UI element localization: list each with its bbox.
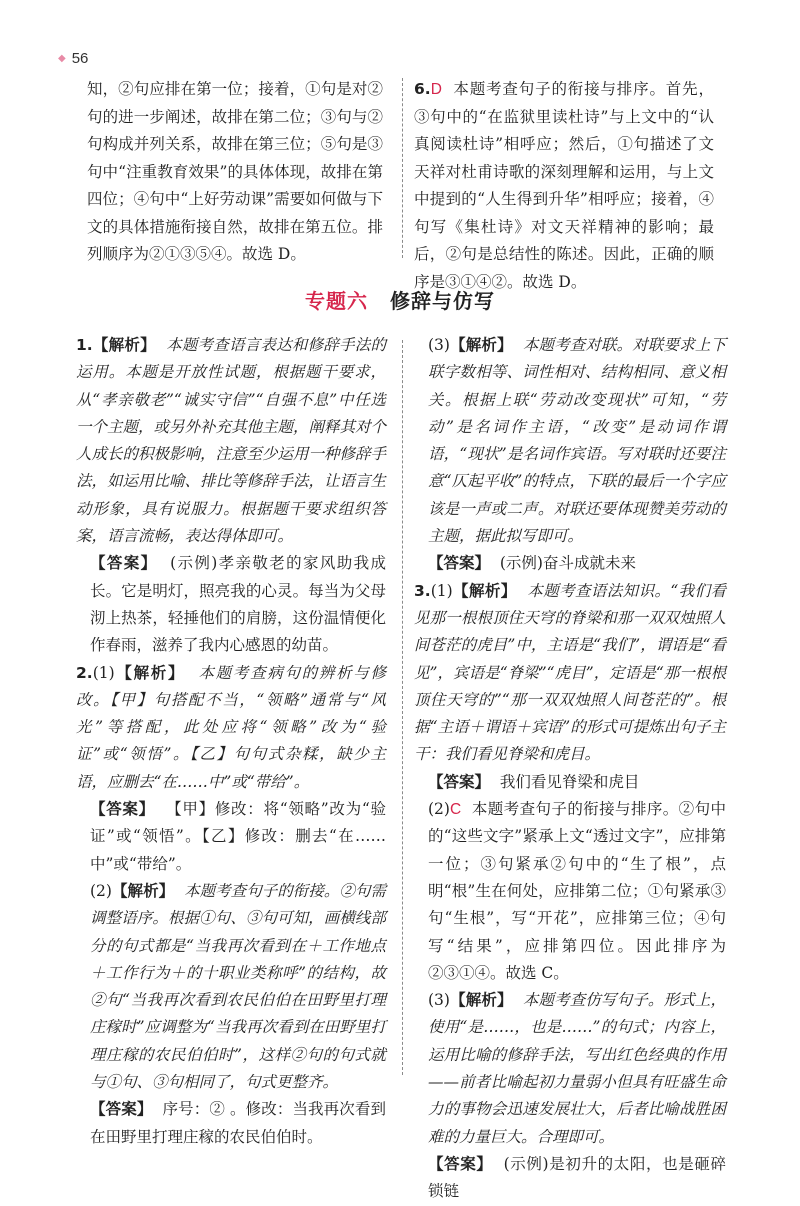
answer-tag: 【答案】 xyxy=(428,1154,493,1173)
analysis-tag: 【解析】 xyxy=(449,336,513,354)
q2-sub2: (2) xyxy=(90,881,112,900)
q3-sub3: (3) xyxy=(428,991,450,1010)
top-left-text: 知，②句应排在第一位；接着，①句是对②句的进一步阐述，故排在第二位；③句与②句构成并列关系，故排在第三位；⑤句是③句中“注重教育效果”的具体体现，故排在第四位；④句中“上好劳动课”需要如何做与下文的具体措施衔接自然，故排在第五位。排列顺序为②①③⑤④。故选 D。 xyxy=(87,80,383,263)
q1-number: 1. xyxy=(76,336,93,354)
answer-tag: 【答案】 xyxy=(428,554,491,573)
q1-answer-block xyxy=(76,550,386,659)
q2-2-answer: 序号：② 。修改：当我再次看到在田野里打理庄稼的农民伯伯时。 xyxy=(90,1100,386,1146)
q3-3-answer: (示例)是初升的太阳，也是砸碎锁链 xyxy=(428,1154,726,1201)
q2-sub3: (3) xyxy=(428,336,450,354)
answer-tag: 【答案】 xyxy=(90,554,158,573)
q2-1-answer-block xyxy=(76,796,386,878)
q3-1-analysis: 本题考查语法知识。“我们看见那一根根顶住天穹的脊梁和那一双双烛照人间苍茫的虎目”中，主语是“我们”，谓语是“看见”，宾语是“脊梁”“虎目”，定语是“那一根根顶住天穹的”“那一双双烛照人间苍茫的”。根据“主语＋谓语＋宾语”的形式可提炼出句子主干：我们看见脊梁和虎目。 xyxy=(414,581,726,764)
q3-1-answer-block xyxy=(414,769,726,796)
q3-1-analysis-block xyxy=(414,578,726,769)
q2-3-analysis-block xyxy=(414,332,726,550)
q3-1-answer: 我们看见脊梁和虎目 xyxy=(499,772,640,791)
q3-sub1: (1) xyxy=(430,581,453,600)
q3-3-answer-block xyxy=(414,1151,726,1206)
answer-tag: 【答案】 xyxy=(90,800,155,819)
q3-3-analysis-block xyxy=(414,987,726,1151)
analysis-tag: 【解析】 xyxy=(92,336,156,354)
q2-number: 2. xyxy=(76,663,93,682)
left-column xyxy=(76,332,386,1151)
q3-2-block xyxy=(414,796,726,987)
section-title xyxy=(0,285,800,314)
q3-number: 3. xyxy=(414,581,431,600)
q2-1-analysis: 本题考查病句的辨析与修改。【甲】句搭配不当，“领略”通常与“风光”等搭配，此处应将“领略”改为“验证”或“领悟”。【乙】句句式杂糅，缺少主语，应删去“在……中”或“带给”。 xyxy=(76,663,386,791)
diamond-icon: ◆ xyxy=(58,53,66,64)
q3-2-analysis: 本题考查句子的衔接与排序。②句中的“这些文字”紧承上文“透过文字”，应排第一位；③句紧承②句中的“生了根”，点明“根”生在何处，应排第二位；①句紧承③句“生根”，写“开花”，应排第三位；④句写“结果”，应排第四位。因此排序为②③①④。故选 C。 xyxy=(428,800,726,982)
q6-answer-letter: D xyxy=(430,81,442,98)
q2-sub1: (1) xyxy=(92,663,115,682)
answer-tag: 【答案】 xyxy=(428,772,491,791)
column-divider-top xyxy=(402,78,403,258)
q1-answer: (示例)孝亲敬老的家风助我成长。它是明灯，照亮我的心灵。每当为父母沏上热茶，轻捶他们的肩膀，这份温情便化作春雨，滋养了我内心感恩的幼苗。 xyxy=(90,554,386,655)
q6-block xyxy=(414,76,714,296)
q3-3-analysis: 本题考查仿写句子。形式上，使用“是……，也是……”的句式；内容上，运用比喻的修辞手法，写出红色经典的作用——前者比喻起初力量弱小但具有旺盛生命力的事物会迅速发展壮大，后者比喻战胜困难的力量巨大。合理即可。 xyxy=(428,991,726,1146)
q3-sub2: (2) xyxy=(428,800,450,819)
answer-tag: 【答案】 xyxy=(90,1100,153,1119)
right-column xyxy=(414,332,726,1206)
q2-2-analysis: 本题考查句子的衔接。②句需调整语序。根据①句、③句可知，画横线部分的句式都是“当我再次看到在＋工作地点＋工作行为＋的十职业类称呼”的结构，故②句“当我再次看到农民伯伯在田野里打理庄稼时”应调整为“当我再次看到在田野里打理庄稼的农民伯伯时”，这样②句的句式就与①句、③句相同了，句式更整齐。 xyxy=(90,881,386,1092)
analysis-tag: 【解析】 xyxy=(111,881,175,900)
section-name: 修辞与仿写 xyxy=(390,289,495,313)
q2-1-analysis-block xyxy=(76,660,386,796)
q2-3-answer-block xyxy=(414,550,726,577)
section-number: 专题六 xyxy=(305,289,368,313)
top-left-column xyxy=(87,76,383,269)
q1-analysis: 本题考查语言表达和修辞手法的运用。本题是开放性试题，根据题干要求，从“孝亲敬老”“诚实守信”“自强不息”中任选一个主题，或另外补充其他主题，阐释其对个人成长的积极影响，注意至少运用一种修辞手法，如运用比喻、排比等修辞手法，让语言生动形象，具有说服力。根据题干要求组织答案，语言流畅，表达得体即可。 xyxy=(76,336,387,546)
q2-3-answer: (示例)奋斗成就未来 xyxy=(499,554,636,573)
q3-2-answer-letter: C xyxy=(449,801,462,819)
analysis-tag: 【解析】 xyxy=(449,991,513,1010)
top-right-column xyxy=(414,76,714,296)
analysis-tag: 【解析】 xyxy=(452,581,517,600)
q2-2-analysis-block xyxy=(76,878,386,1096)
q2-2-answer-block xyxy=(76,1096,386,1151)
q6-number: 6. xyxy=(414,80,431,98)
q2-1-answer: 【甲】修改：将“领略”改为“验证”或“领悟”。【乙】修改：删去“在……中”或“带给”。 xyxy=(90,800,386,873)
q1-analysis-block xyxy=(76,332,386,550)
q2-3-analysis: 本题考查对联。对联要求上下联字数相等、词性相对、结构相同、意义相关。根据上联“劳动改变现状”可知，“劳动”是名词作主语，“改变”是动词作谓语，“现状”是名词作宾语。写对联时还要注意“仄起平收”的特点，下联的最后一个字应该是一声或二声。对联还要体现赞美劳动的主题，据此拟写即可。 xyxy=(428,336,726,546)
column-divider-main xyxy=(402,340,403,1075)
page-number: ◆ 56 xyxy=(58,50,89,67)
q6-analysis: 本题考查句子的衔接与排序。首先，③句中的“在监狱里读杜诗”与上文中的“认真阅读杜诗”相呼应；然后，①句描述了文天祥对杜甫诗歌的深刻理解和运用，与上文中提到的“人生得到升华”相呼应；接着，④句写《集杜诗》对文天祥精神的影响；最后，②句是总结性的陈述。因此，正确的顺序是③①④②。故选 D。 xyxy=(414,80,714,291)
analysis-tag: 【解析】 xyxy=(114,663,186,682)
